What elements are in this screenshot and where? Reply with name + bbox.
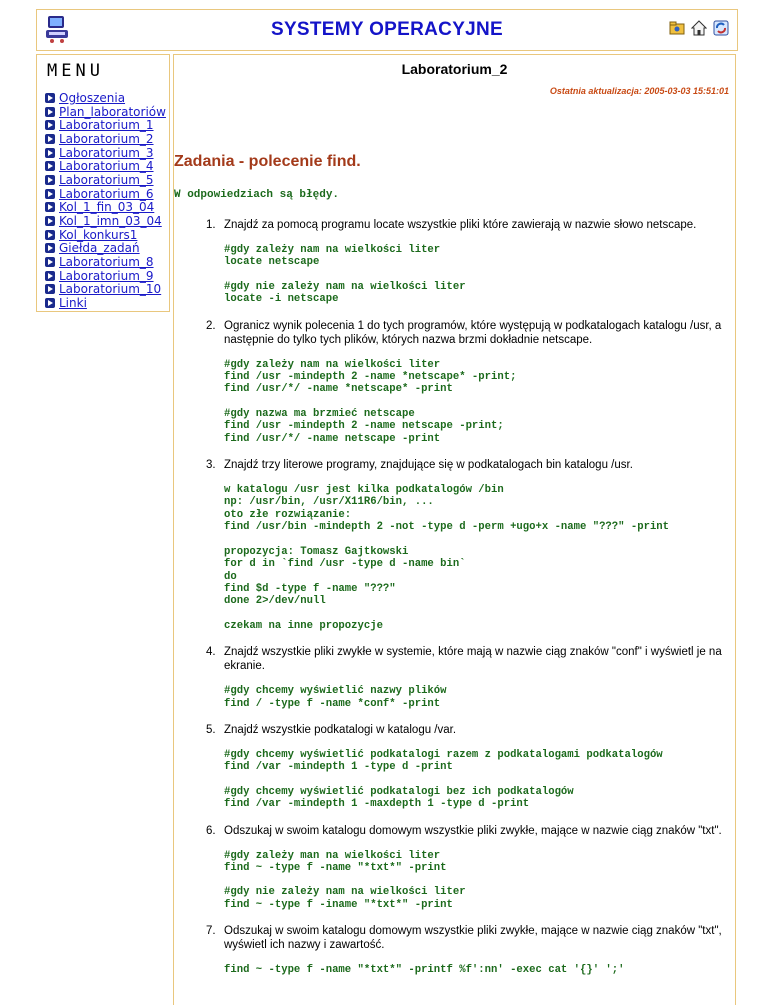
task-number: 6. xyxy=(206,824,216,837)
menu-item[interactable] xyxy=(45,255,169,269)
menu-item[interactable] xyxy=(45,296,169,310)
menu-link[interactable]: Laboratorium_3 xyxy=(59,145,154,160)
menu-item[interactable] xyxy=(45,283,169,297)
menu-link[interactable]: Laboratorium_10 xyxy=(59,282,162,297)
arrow-right-icon xyxy=(45,189,55,199)
arrow-right-icon xyxy=(45,120,55,130)
code-block: w katalogu /usr jest kilka podkatalogów /bin np: /usr/bin, /usr/X11R6/bin, ... oto złe rozwiązanie: find /usr/bin -mindepth 2 -not -type d -perm +ugo+x -name "???" -print xyxy=(224,484,670,534)
task-item xyxy=(174,723,730,811)
refresh-icon[interactable] xyxy=(713,20,729,36)
menu-link[interactable]: Ogłoszenia xyxy=(59,90,126,105)
menu-link[interactable]: Kol_1_fin_03_04 xyxy=(59,200,155,215)
page-title: Laboratorium_2 xyxy=(401,61,508,77)
arrow-right-icon xyxy=(45,93,55,103)
menu-link[interactable]: Laboratorium_1 xyxy=(59,118,154,133)
menu-item[interactable] xyxy=(45,201,169,215)
arrow-right-icon xyxy=(45,243,55,253)
intro-note: W odpowiedziach są błędy. xyxy=(174,189,340,201)
task-item xyxy=(174,645,730,710)
home-icon[interactable] xyxy=(691,20,707,36)
menu-item[interactable] xyxy=(45,187,169,201)
arrow-right-icon xyxy=(45,257,55,267)
menu-link[interactable]: Plan_laboratoriów xyxy=(59,104,166,119)
menu-item[interactable] xyxy=(45,105,169,119)
arrow-right-icon xyxy=(45,298,55,308)
menu-item[interactable] xyxy=(45,173,169,187)
last-updated-label: Ostatnia aktualizacja: xyxy=(549,86,642,96)
task-item xyxy=(174,824,730,912)
code-block: #gdy chcemy wyświetlić nazwy plików find / -type f -name *conf* -print xyxy=(224,685,447,710)
code-block: find ~ -type f -name "*txt*" -printf %f':nn' -exec cat '{}' ';' xyxy=(224,964,625,977)
sidebar-menu xyxy=(36,54,170,312)
code-block: #gdy chcemy wyświetlić podkatalogi bez ich podkatalogów find /var -mindepth 1 -maxdepth 1 -type d -print xyxy=(224,785,574,811)
arrow-right-icon xyxy=(45,284,55,294)
menu-item[interactable] xyxy=(45,228,169,242)
last-updated-date: 2005-03-03 15:51:01 xyxy=(644,86,729,96)
menu-link[interactable]: Kol_konkurs1 xyxy=(59,227,138,242)
arrow-right-icon xyxy=(45,175,55,185)
arrow-right-icon xyxy=(45,148,55,158)
menu-item[interactable] xyxy=(45,118,169,132)
page-header xyxy=(36,9,738,51)
folder-icon[interactable] xyxy=(669,20,685,36)
section-heading: Zadania - polecenie find. xyxy=(174,153,361,170)
arrow-right-icon xyxy=(45,161,55,171)
menu-item[interactable] xyxy=(45,146,169,160)
task-text: Znajdź trzy literowe programy, znajdujące się w podkatalogach bin katalogu /usr. xyxy=(224,459,633,472)
task-item xyxy=(174,218,730,306)
task-text: Odszukaj w swoim katalogu domowym wszystkie pliki zwykłe, mające w nazwie ciąg znaków "txt", wyświetl ich nazwy i zawartość. xyxy=(224,925,722,952)
code-block: #gdy chcemy wyświetlić podkatalogi razem z podkatalogami podkatalogów find /var -mindepth 1 -type d -print xyxy=(224,748,663,774)
arrow-right-icon xyxy=(45,216,55,226)
menu-item[interactable] xyxy=(45,91,169,105)
menu-item[interactable] xyxy=(45,214,169,228)
code-block: #gdy nazwa ma brzmieć netscape find /usr -mindepth 2 -name netscape -print; find /usr/*/ -name netscape -print xyxy=(224,407,504,445)
task-item xyxy=(174,458,730,632)
task-number: 2. xyxy=(206,319,216,332)
task-number: 1. xyxy=(206,219,216,231)
menu-link[interactable]: Giełda_zadań xyxy=(59,241,140,256)
menu-link[interactable]: Laboratorium_5 xyxy=(59,172,154,187)
task-item xyxy=(174,924,730,976)
code-block: propozycja: Tomasz Gajtkowski for d in `find /usr -type d -name bin` do find $d -type f -name "???" done 2>/dev/null xyxy=(224,545,466,608)
code-block: #gdy zależy nam na wielkości liter locate netscape xyxy=(224,244,441,269)
menu-link[interactable]: Laboratorium_2 xyxy=(59,131,154,146)
arrow-right-icon xyxy=(45,134,55,144)
task-list xyxy=(174,218,730,977)
task-number: 4. xyxy=(206,646,216,659)
task-number: 3. xyxy=(206,459,216,472)
menu-link[interactable]: Laboratorium_9 xyxy=(59,268,154,283)
site-title: SYSTEMY OPERACYJNE xyxy=(270,19,504,40)
menu-link[interactable]: Laboratorium_8 xyxy=(59,255,154,270)
main-content xyxy=(173,54,736,1005)
code-block: #gdy zależy nam na wielkości liter find /usr -mindepth 2 -name *netscape* -print; find /usr/*/ -name *netscape* -print xyxy=(224,358,517,396)
code-block: #gdy nie zależy nam na wielkości liter locate -i netscape xyxy=(224,280,466,306)
task-text: Ogranicz wynik polecenia 1 do tych programów, które występują w podkatalogach katalogu /usr, a następnie do tylko tych plików, których nazwa brzmi dokładnie netscape. xyxy=(224,319,722,346)
task-number: 7. xyxy=(206,925,216,938)
menu-item[interactable] xyxy=(45,269,169,283)
task-text: Znajdź wszystkie pliki zwykłe w systemie, które mają w nazwie ciąg znaków "conf" i wyświetl je na ekranie. xyxy=(224,646,722,673)
arrow-right-icon xyxy=(45,107,55,117)
menu-link[interactable]: Laboratorium_4 xyxy=(59,159,154,174)
menu-item[interactable] xyxy=(45,242,169,256)
menu-link[interactable]: Kol_1_imn_03_04 xyxy=(59,214,162,229)
menu-list xyxy=(45,91,169,310)
menu-link[interactable]: Laboratorium_6 xyxy=(59,186,154,201)
nav-icons xyxy=(669,20,729,36)
task-number: 5. xyxy=(206,723,216,736)
menu-link[interactable]: Linki xyxy=(59,296,87,311)
menu-item[interactable] xyxy=(45,132,169,146)
menu-title: MENU xyxy=(47,61,104,81)
code-block: #gdy zależy man na wielkości liter find ~ -type f -name "*txt*" -print xyxy=(224,849,447,874)
code-block: #gdy nie zależy nam na wielkości liter find ~ -type f -iname "*txt*" -print xyxy=(224,886,466,911)
last-updated xyxy=(550,86,729,96)
task-text: Znajdź za pomocą programu locate wszystkie pliki które zawierają w nazwie słowo netscape. xyxy=(224,219,697,231)
task-item xyxy=(174,319,730,445)
arrow-right-icon xyxy=(45,230,55,240)
arrow-right-icon xyxy=(45,271,55,281)
arrow-right-icon xyxy=(45,202,55,212)
task-text: Odszukaj w swoim katalogu domowym wszystkie pliki zwykłe, mające w nazwie ciąg znaków "txt". xyxy=(224,824,722,837)
code-block: czekam na inne propozycje xyxy=(224,619,383,632)
menu-item[interactable] xyxy=(45,159,169,173)
task-text: Znajdź wszystkie podkatalogi w katalogu /var. xyxy=(224,723,457,736)
